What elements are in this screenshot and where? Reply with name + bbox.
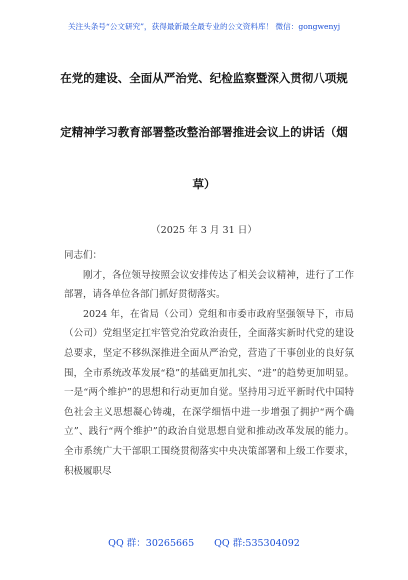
body-paragraph: 刚才，各位领导按照会议安排传达了相关会议精神，进行了工作部署，请各单位各部门抓好贯彻落实。 xyxy=(64,269,354,301)
document-title-line-3: 草） xyxy=(192,177,216,191)
footer-qq-group-1: QQ 群：30265665 xyxy=(108,538,195,549)
document-title-line-1: 在党的建设、全面从严治党、纪检监察暨深入贯彻八项规 xyxy=(60,71,348,85)
footer-qq-group-2: QQ 群:535304092 xyxy=(214,538,300,549)
document-body xyxy=(64,246,354,481)
greeting: 同志们： xyxy=(64,250,103,261)
body-paragraph: 2024 年，在省局（公司）党组和市委市政府坚强领导下，市局（公司）党组坚定扛牢管党治党政治责任，全面落实新时代党的建设总要求，坚定不移纵深推进全面从严治党，营造了干事创业的良好氛围，全市系统改革发展“稳”的基础更加扎实、“进”的趋势更加明显。一是“两个维护”的思想和行动更加自觉。坚持用习近平新时代中国特色社会主义思想凝心铸魂，在深学细悟中进一步增强了拥护“两个确立”、践行“两个维护”的政治自觉思想自觉和推动改革发展的能力。全市系统广大干部职工围绕贯彻落实中央决策部署和上级工作要求，积极履职尽 xyxy=(64,308,354,477)
document-title-line-2: 定精神学习教育部署整改整治部署推进会议上的讲话（烟 xyxy=(60,125,348,139)
header-promo-note: 关注头条号“公文研究”，获得最新最全最专业的公文资料库！ 微信：gongwenyj xyxy=(67,22,341,31)
document-date: （2025 年 3 月 31 日） xyxy=(151,225,257,236)
footer-contact xyxy=(0,535,408,549)
